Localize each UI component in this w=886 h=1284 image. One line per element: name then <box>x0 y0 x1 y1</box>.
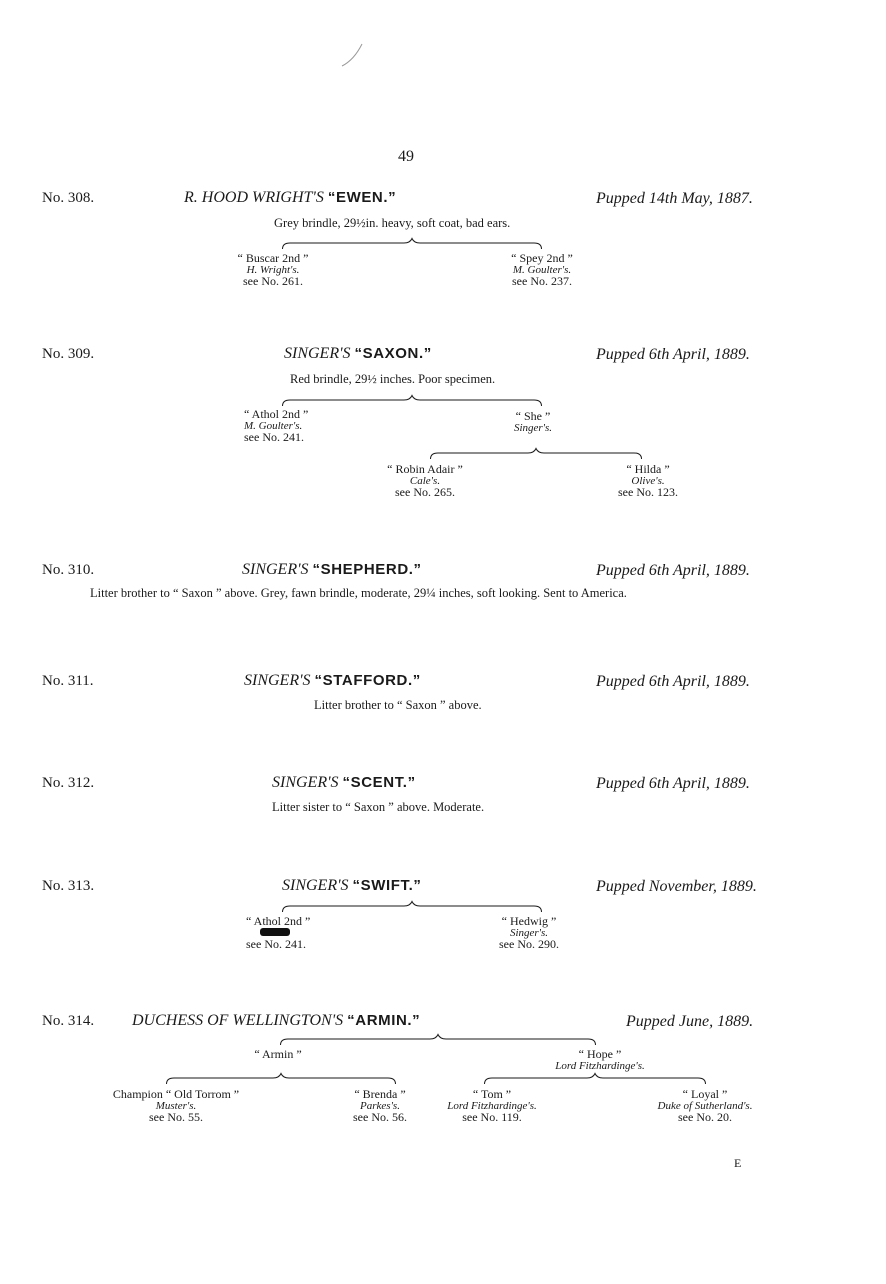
entry-number: No. 312. <box>42 775 95 791</box>
description: Litter sister to “ Saxon ” above. Moderate. <box>272 800 485 814</box>
pupped-date: Pupped 14th May, 1887. <box>596 190 753 207</box>
dam-sire <box>432 1089 552 1124</box>
dam-dam-ref: see No. 20. <box>678 1110 732 1124</box>
owner-name: SINGER'S <box>242 561 309 578</box>
description: Litter brother to “ Saxon ” above. Grey, fawn brindle, moderate, 29¼ inches, soft looking. Sent to America. <box>90 586 627 600</box>
sire-dam-name: “ Brenda ” <box>354 1087 406 1101</box>
pedigree-brace <box>282 238 542 250</box>
dog-name: “STAFFORD.” <box>314 672 421 689</box>
sire-dam-owner: Parkes's. <box>360 1099 400 1112</box>
sire-sire-name: Champion “ Old Torrom ” <box>112 1087 240 1101</box>
dam-owner: Singer's. <box>509 926 549 939</box>
owner-name: SINGER'S <box>272 774 339 791</box>
entry-title <box>272 774 416 792</box>
dam-name: “ Hedwig ” <box>501 914 557 928</box>
description: Litter brother to “ Saxon ” above. <box>314 698 482 712</box>
pupped-date: Pupped June, 1889. <box>626 1013 754 1030</box>
sire-ref: see No. 241. <box>244 430 304 444</box>
pupped-date: Pupped 6th April, 1889. <box>596 562 750 579</box>
dam-sire-name: “ Robin Adair ” <box>387 462 463 476</box>
dam <box>492 253 592 288</box>
owner-name: SINGER'S <box>284 345 351 362</box>
entry-title <box>242 561 422 579</box>
dam-ref: see No. 237. <box>512 274 572 288</box>
sire <box>244 409 344 444</box>
dam-dam-owner: Olive's. <box>631 474 665 487</box>
pupped-date: Pupped 6th April, 1889. <box>596 775 750 792</box>
sire-sire <box>96 1089 256 1124</box>
sire-owner: H. Wright's. <box>246 263 300 276</box>
sire-name: “ Athol 2nd ” <box>246 914 311 928</box>
dam-sire <box>370 464 480 499</box>
dam-owner: Singer's. <box>513 421 553 434</box>
entry-number: No. 310. <box>42 562 95 578</box>
entry-number: No. 308. <box>42 190 95 206</box>
dam-dam <box>600 464 696 499</box>
pupped-date: Pupped 6th April, 1889. <box>596 346 750 363</box>
sire-ref: see No. 241. <box>246 936 306 951</box>
pupped-date: Pupped November, 1889. <box>596 878 757 895</box>
entry-title <box>282 877 422 895</box>
dam-sire-ref: see No. 265. <box>395 485 455 499</box>
pedigree-brace <box>430 448 642 460</box>
sire <box>246 916 346 950</box>
dam-sire-name: “ Tom ” <box>472 1087 512 1101</box>
dog-name: “EWEN.” <box>327 189 397 206</box>
pupped-date: Pupped 6th April, 1889. <box>596 673 750 690</box>
sire-owner: M. Goulter's. <box>244 419 303 432</box>
dam-name: “ She ” <box>515 409 551 423</box>
pedigree-brace <box>282 901 542 913</box>
owner-name: SINGER'S <box>244 672 311 689</box>
dog-name: “ARMIN.” <box>347 1012 421 1029</box>
entry-title <box>132 1012 420 1030</box>
dog-name: “SCENT.” <box>342 774 416 791</box>
pedigree-brace <box>282 395 542 407</box>
dog-name: “SHEPHERD.” <box>312 561 422 578</box>
owner-name: DUCHESS OF WELLINGTON'S <box>132 1012 344 1029</box>
sire-dam-ref: see No. 56. <box>353 1110 407 1124</box>
dam-dam-name: “ Hilda ” <box>626 462 670 476</box>
entry-number: No. 313. <box>42 878 95 894</box>
dam-dam <box>640 1089 770 1124</box>
description: Red brindle, 29½ inches. Poor specimen. <box>290 372 496 386</box>
page-number: 49 <box>398 148 414 165</box>
entry-number: No. 314. <box>42 1013 95 1029</box>
entry-number: No. 311. <box>42 673 94 689</box>
dam-ref: see No. 290. <box>499 937 559 951</box>
entry-title <box>184 189 396 207</box>
dam <box>498 411 568 434</box>
sire-name: “ Buscar 2nd ” <box>237 251 309 265</box>
sire-name: “ Athol 2nd ” <box>244 407 309 421</box>
sire <box>228 253 318 288</box>
sire-sire-owner: Muster's. <box>155 1099 197 1112</box>
dam <box>540 1049 660 1072</box>
redacted-owner-mark <box>260 928 290 936</box>
dam-name: “ Spey 2nd ” <box>511 251 573 265</box>
description: Grey brindle, 29½in. heavy, soft coat, bad ears. <box>274 216 511 230</box>
entry-number: No. 309. <box>42 346 95 362</box>
dam-owner: Lord Fitzhardinge's. <box>555 1059 645 1072</box>
sire-sire-ref: see No. 55. <box>149 1110 203 1124</box>
dam-dam-ref: see No. 123. <box>618 485 678 499</box>
footer-mark: E <box>734 1156 742 1170</box>
dog-name: “SWIFT.” <box>352 877 422 894</box>
dam-sire-owner: Lord Fitzhardinge's. <box>447 1099 537 1112</box>
owner-name: R. HOOD WRIGHT'S <box>184 189 324 206</box>
sire-dam <box>340 1089 420 1124</box>
sire <box>238 1049 318 1061</box>
owner-name: SINGER'S <box>282 877 349 894</box>
pedigree-brace <box>166 1073 396 1085</box>
dog-name: “SAXON.” <box>354 345 432 362</box>
dam-name: “ Hope ” <box>578 1047 622 1061</box>
dam-dam-name: “ Loyal ” <box>682 1087 728 1101</box>
dam-dam-owner: Duke of Sutherland's. <box>657 1099 753 1112</box>
dam <box>484 916 574 951</box>
pedigree-brace <box>484 1073 706 1085</box>
pedigree-brace <box>280 1034 596 1046</box>
entry-title <box>284 345 432 363</box>
dam-owner: M. Goulter's. <box>512 263 572 276</box>
sire-ref: see No. 261. <box>243 274 303 288</box>
entry-title <box>244 672 421 690</box>
sire-name: “ Armin ” <box>254 1047 302 1061</box>
scan-mark <box>340 40 370 70</box>
dam-sire-ref: see No. 119. <box>462 1110 522 1124</box>
dam-sire-owner: Cale's. <box>409 474 441 487</box>
